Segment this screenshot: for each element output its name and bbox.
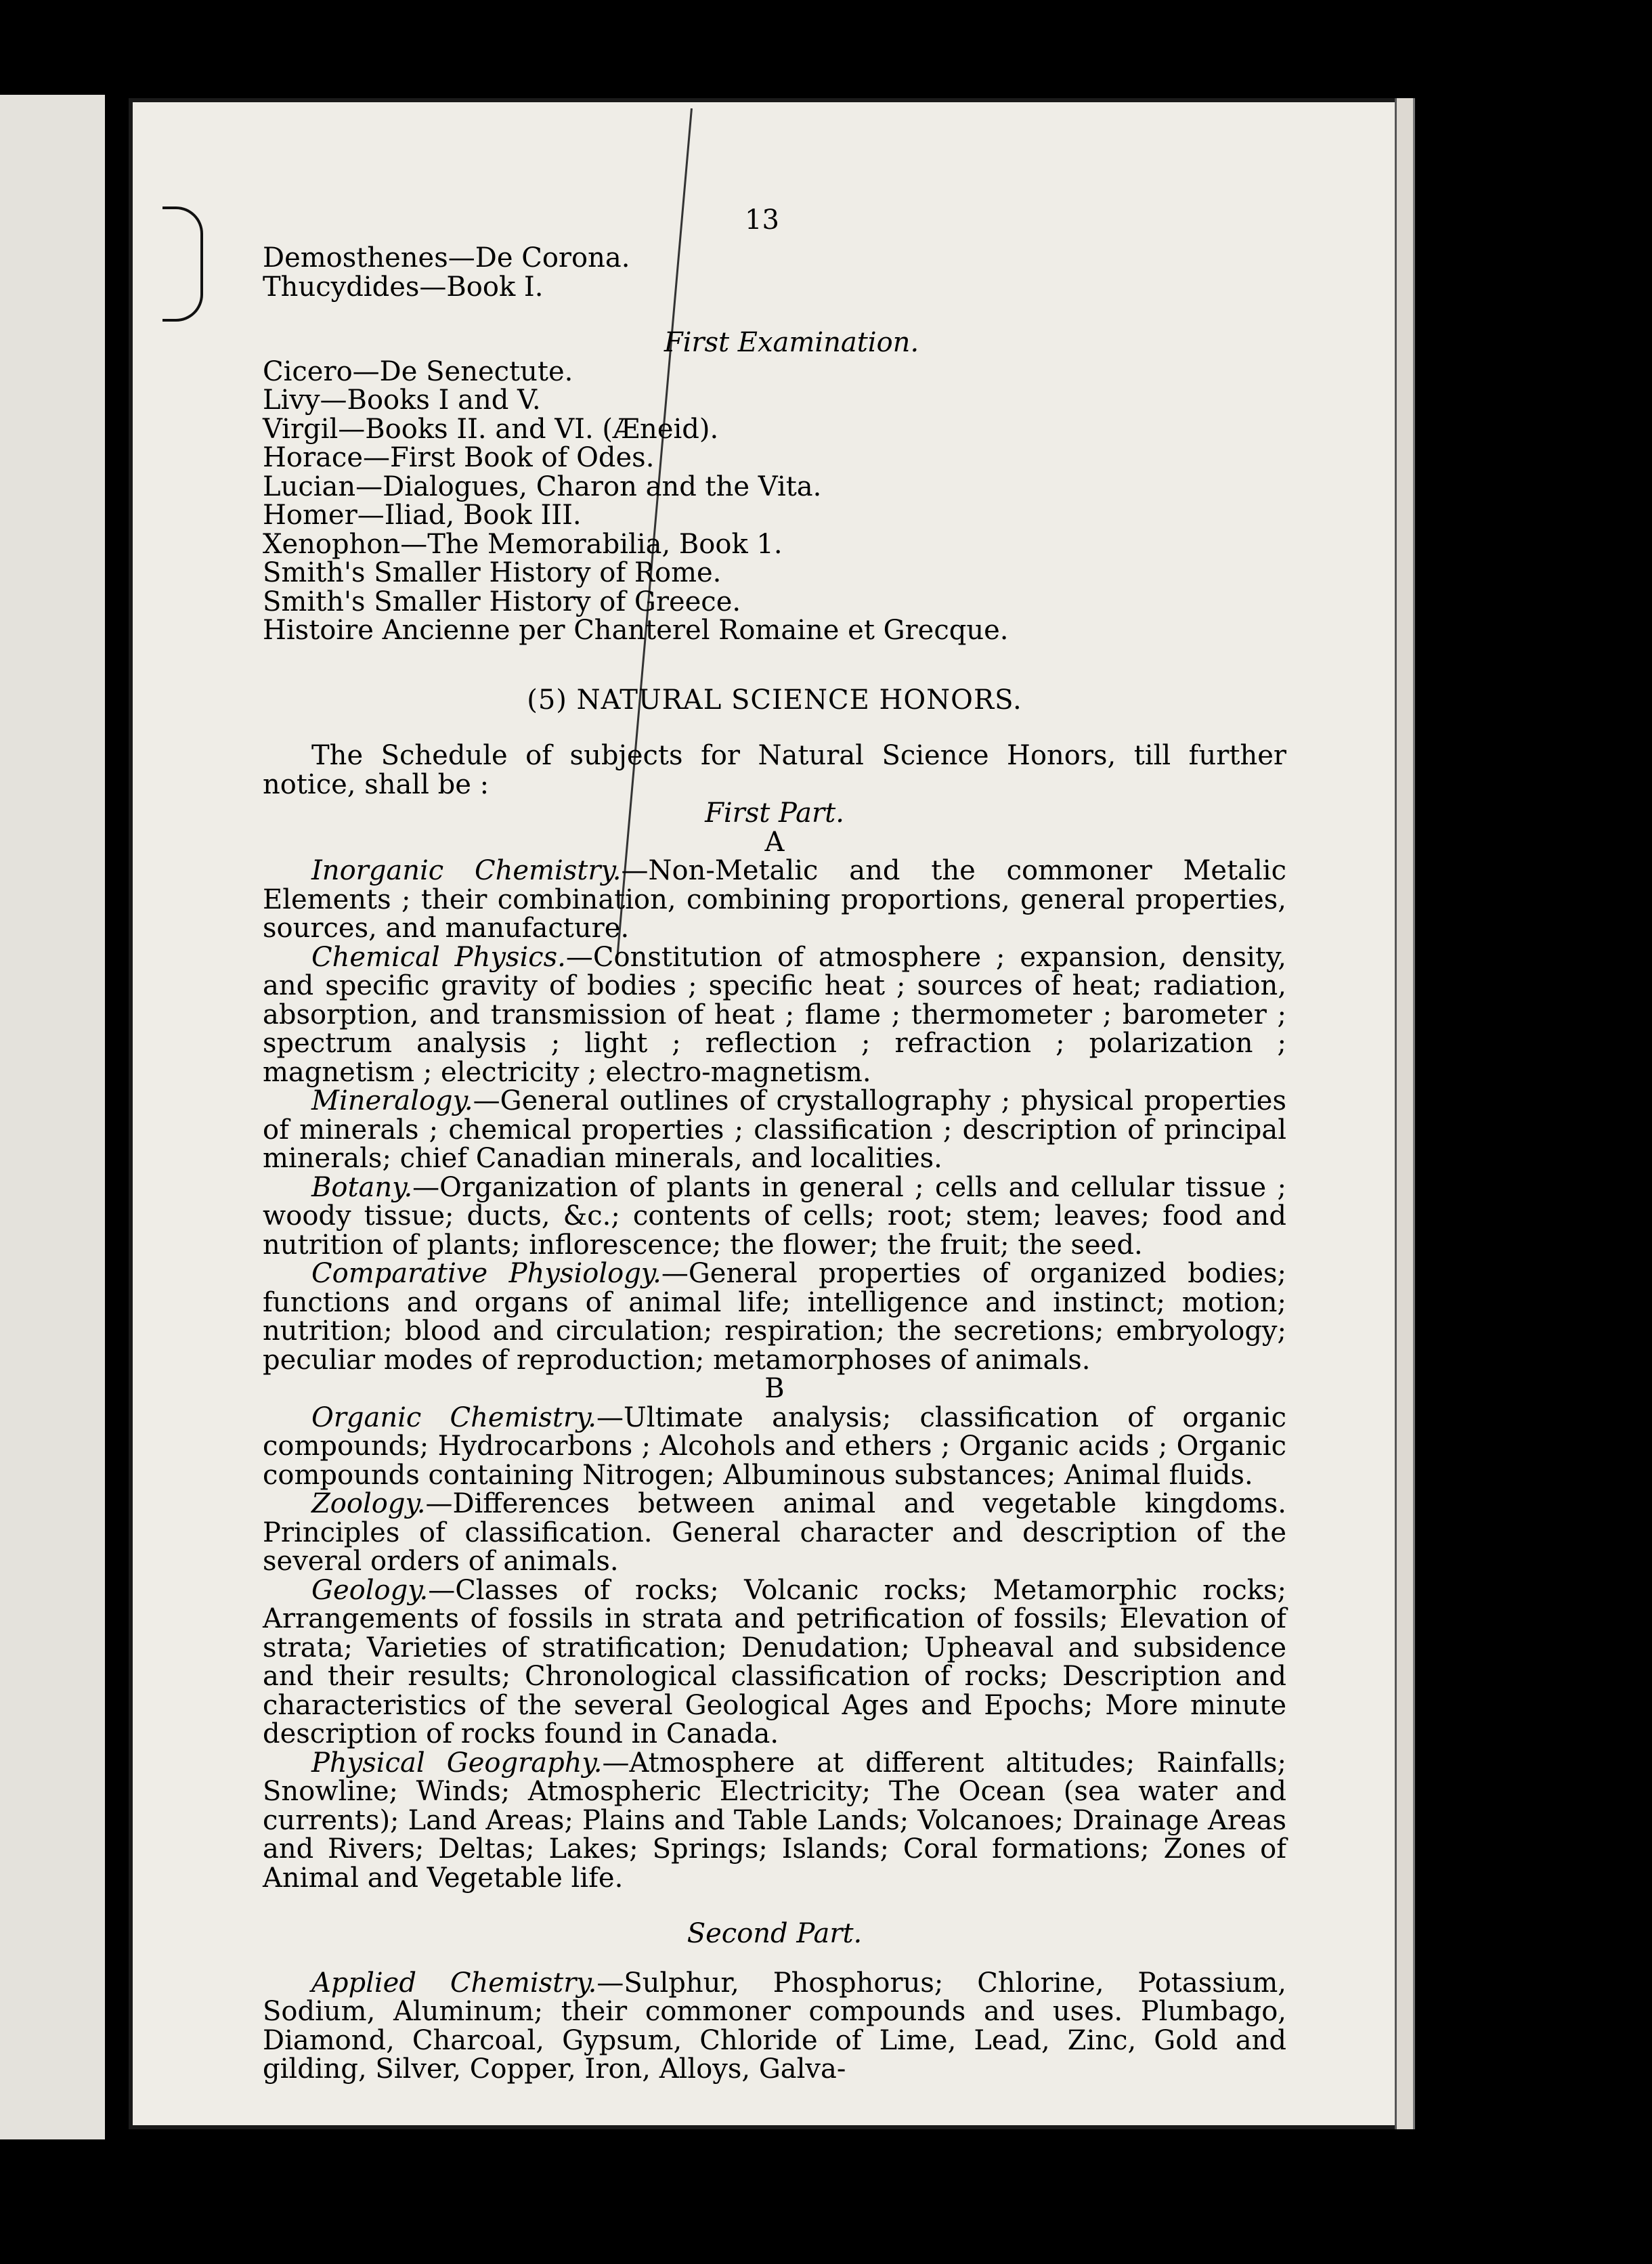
subject-description: —General outlines of crystallography ; physical properties of minerals ; chemical properties ; classification ; description of principal minerals; chief Canadian minerals, and localities. xyxy=(263,1085,1286,1174)
natural-science-intro: The Schedule of subjects for Natural Science Honors, till further notice, shall be : xyxy=(263,740,1286,800)
paragraph-comparative-physiology xyxy=(263,1259,1286,1374)
subject-description: —Differences between animal and vegetable kingdoms. Principles of classification. General character and description of the several orders of animals. xyxy=(263,1488,1286,1577)
list-item: Xenophon—The Memorabilia, Book 1. xyxy=(263,528,783,560)
list-item: Livy—Books I and V. xyxy=(263,385,541,416)
subject-description: —Ultimate analysis; classification of organic compounds; Hydrocarbons ; Alcohols and ethers ; Organic acids ; Organic compounds containing Nitrogen; Albuminous substances; Animal fluids. xyxy=(263,1401,1286,1491)
page-number: 13 xyxy=(745,204,779,236)
second-part-heading: Second Part. xyxy=(687,1918,863,1949)
subject-name: Chemical Physics. xyxy=(311,941,566,973)
paragraph-organic-chemistry xyxy=(263,1403,1286,1490)
list-item: Smith's Smaller History of Greece. xyxy=(263,586,741,617)
list-item: Histoire Ancienne per Chanterel Romaine et Grecque. xyxy=(263,615,1009,646)
section-b-letter: B xyxy=(764,1373,785,1404)
subject-name: Comparative Physiology. xyxy=(311,1258,661,1289)
subject-description: —Classes of rocks; Volcanic rocks; Metamorphic rocks; Arrangements of fossils in strata and petrification of fossils; Elevation of strata; Varieties of stratification; Denudation; Upheaval and subsidence and their results; Chronological classification of rocks; Description and characteristics of the several Geological Ages and Epochs; More minute description of rocks found in Canada. xyxy=(263,1574,1286,1749)
natural-science-title: (5) NATURAL SCIENCE HONORS. xyxy=(527,684,1022,716)
list-item: Lucian—Dialogues, Charon and the Vita. xyxy=(263,471,822,502)
first-examination-heading: First Examination. xyxy=(664,327,919,358)
paragraph-botany xyxy=(263,1173,1286,1260)
list-item: Cicero—De Senectute. xyxy=(263,355,573,387)
subject-description: —Organization of plants in general ; cells and cellular tissue ; woody tissue; ducts, &c.; contents of cells; root; stem; leaves; food and nutrition of plants; inflorescence; the flower; the fruit; the seed. xyxy=(263,1171,1286,1261)
paragraph-mineralogy xyxy=(263,1087,1286,1173)
subject-name: Applied Chemistry. xyxy=(311,1967,597,1999)
paragraph-geology xyxy=(263,1576,1286,1749)
subject-name: Physical Geography. xyxy=(311,1747,603,1779)
first-examination-list xyxy=(263,357,1286,645)
subject-name: Geology. xyxy=(311,1574,429,1606)
subject-description: —Non-Metalic and the commoner Metalic Elements ; their combination, combining proportions, general properties, sources, and manufacture. xyxy=(263,855,1286,944)
paragraph-chemical-physics xyxy=(263,943,1286,1087)
subject-name: Zoology. xyxy=(311,1488,426,1519)
subject-description: —Atmosphere at different altitudes; Rainfalls; Snowline; Winds; Atmospheric Electricity; The Ocean (sea water and currents); Land Areas; Plains and Table Lands; Volcanoes; Drainage Areas and Rivers; Deltas; Lakes; Springs; Islands; Coral formations; Zones of Animal and Vegetable life. xyxy=(263,1747,1286,1894)
subject-name: Inorganic Chemistry. xyxy=(311,855,622,886)
subject-description: —Sulphur, Phosphorus; Chlorine, Potassium, Sodium, Aluminum; their commoner compounds and uses. Plumbago, Diamond, Charcoal, Gypsum, Chloride of Lime, Lead, Zinc, Gold and gilding, Silver, Copper, Iron, Alloys, Galva- xyxy=(263,1967,1286,2085)
subject-description: —Constitution of atmosphere ; expansion, density, and specific gravity of bodies ; specific heat ; sources of heat; radiation, absorption, and transmission of heat ; flame ; thermometer ; barometer ; spectrum analysis ; light ; reflection ; refraction ; polarization ; magnetism ; electricity ; electro-magnetism. xyxy=(263,941,1286,1088)
greek-authors-list xyxy=(263,244,1286,301)
facing-page-edge xyxy=(0,95,105,2139)
brace-mark xyxy=(162,206,203,322)
list-item: Horace—First Book of Odes. xyxy=(263,442,655,473)
subject-name: Botany. xyxy=(311,1171,413,1203)
list-item: Demosthenes—De Corona. xyxy=(263,242,630,274)
paragraph-zoology xyxy=(263,1489,1286,1576)
section-a-letter: A xyxy=(764,826,785,858)
subject-description: —General properties of organized bodies; functions and organs of animal life; intelligence and instinct; motion; nutrition; blood and circulation; respiration; the secretions; embryology; peculiar modes of reproduction; metamorphoses of animals. xyxy=(263,1258,1287,1376)
first-part-heading: First Part. xyxy=(705,798,844,829)
paragraph-physical-geography xyxy=(263,1749,1286,1893)
list-item: Thucydides—Book I. xyxy=(263,271,544,303)
subject-name: Mineralogy. xyxy=(311,1085,473,1116)
page-edge-right xyxy=(1395,98,1415,2129)
list-item: Virgil—Books II. and VI. (Æneid). xyxy=(263,413,719,445)
paragraph-applied-chemistry xyxy=(263,1969,1286,2084)
list-item: Homer—Iliad, Book III. xyxy=(263,500,582,531)
page-body xyxy=(263,204,1286,2084)
list-item: Smith's Smaller History of Rome. xyxy=(263,557,722,588)
paragraph-inorganic-chemistry xyxy=(263,856,1286,943)
subject-name: Organic Chemistry. xyxy=(311,1401,597,1433)
